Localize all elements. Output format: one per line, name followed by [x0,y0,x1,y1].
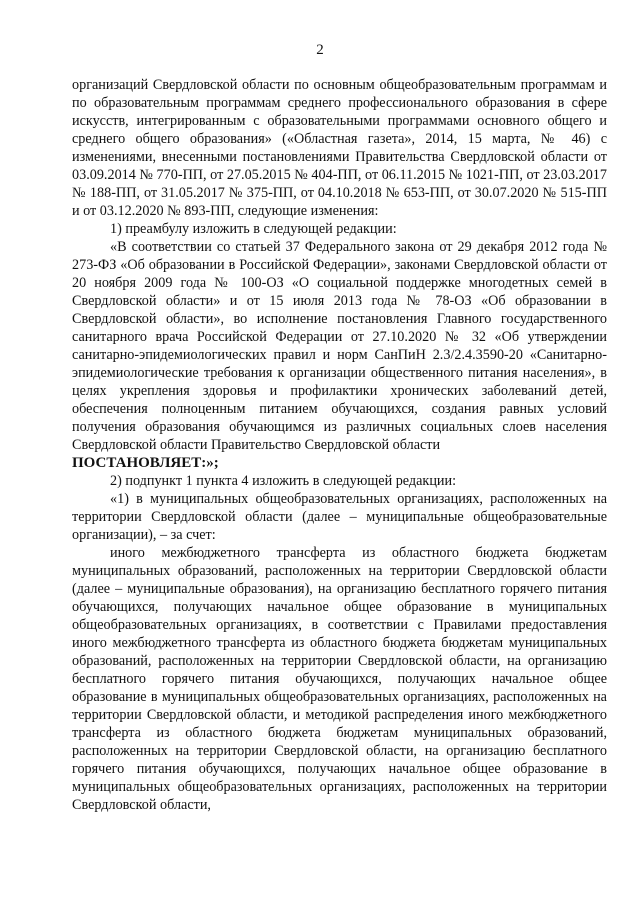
paragraph-intro: организаций Свердловской области по основным общеобразовательным программам и по образовательным программам среднего профессионального образования в сфере искусств, интегрированным с образовательными программами основного общего и среднего общего образования» («Областная газета», 2014, 15 марта, № 46) с изменениями, внесенными постановлениями Правительства Свердловской области от 03.09.2014 № 770-ПП, от 27.05.2015 № 404-ПП, от 06.11.2015 № 1021-ПП, от 23.03.2017 № 188-ПП, от 31.05.2017 № 375-ПП, от 04.10.2018 № 653-ПП, от 30.07.2020 № 515-ПП и от 03.12.2020 № 893-ПП, следующие изменения: [72,77,607,219]
paragraph-item-2: 2) подпункт 1 пункта 4 изложить в следующей редакции: [110,473,457,489]
page-number: 2 [316,42,324,58]
paragraph-transfer: иного межбюджетного трансферта из областного бюджета бюджетам муниципальных образований, расположенных на территории Свердловской области (далее – муниципальные образования), на организацию бесплатного горячего питания обучающихся, получающих начальное общее образование в муниципальных общеобразовательных организациях, в соответствии с Правилами предоставления иного межбюджетного трансферта из областного бюджета бюджетам муниципальных образований, расположенных на территории Свердловской области, на организацию бесплатного горячего питания обучающихся, получающих начальное общее образование в муниципальных общеобразовательных организациях, расположенных на территории Свердловской области, и методикой распределения иного межбюджетного трансферта из областного бюджета бюджетам муниципальных образований, расположенных на территории Свердловской области, на организацию бесплатного горячего питания обучающихся, получающих начальное общее образование в муниципальных общеобразовательных организациях, расположенных на территории Свердловской области, [72,545,607,813]
paragraph-preamble: «В соответствии со статьей 37 Федерального закона от 29 декабря 2012 года № 273-ФЗ «Об образовании в Российской Федерации», законами Свердловской области от 20 ноября 2009 года № 100-ОЗ «О социальной поддержке многодетных семей в Свердловской области» и от 15 июля 2013 года № 78-ОЗ «Об образовании в Свердловской области», во исполнение постановления Главного государственного санитарного врача Российской Федерации от 27.10.2020 № 32 «Об утверждении санитарно-эпидемиологических правил и норм СанПиН 2.3/2.4.3590-20 «Санитарно-эпидемиологические требования к организации общественного питания населения», в целях укрепления здоровья и профилактики хронических заболеваний детей, обеспечения полноценным питанием обучающихся, создания равных условий получения образования обучающимся из различных социальных слоев населения Свердловской области Правительство Свердловской области [72,239,607,453]
paragraph-item-1: 1) преамбулу изложить в следующей редакции: [110,221,397,237]
paragraph-resolves: ПОСТАНОВЛЯЕТ:»; [72,455,219,471]
paragraph-subitem-1: «1) в муниципальных общеобразовательных организациях, расположенных на территории Свердловской области (далее – муниципальные общеобразовательные организации), – за счет: [72,491,607,543]
document-body [72,76,607,814]
